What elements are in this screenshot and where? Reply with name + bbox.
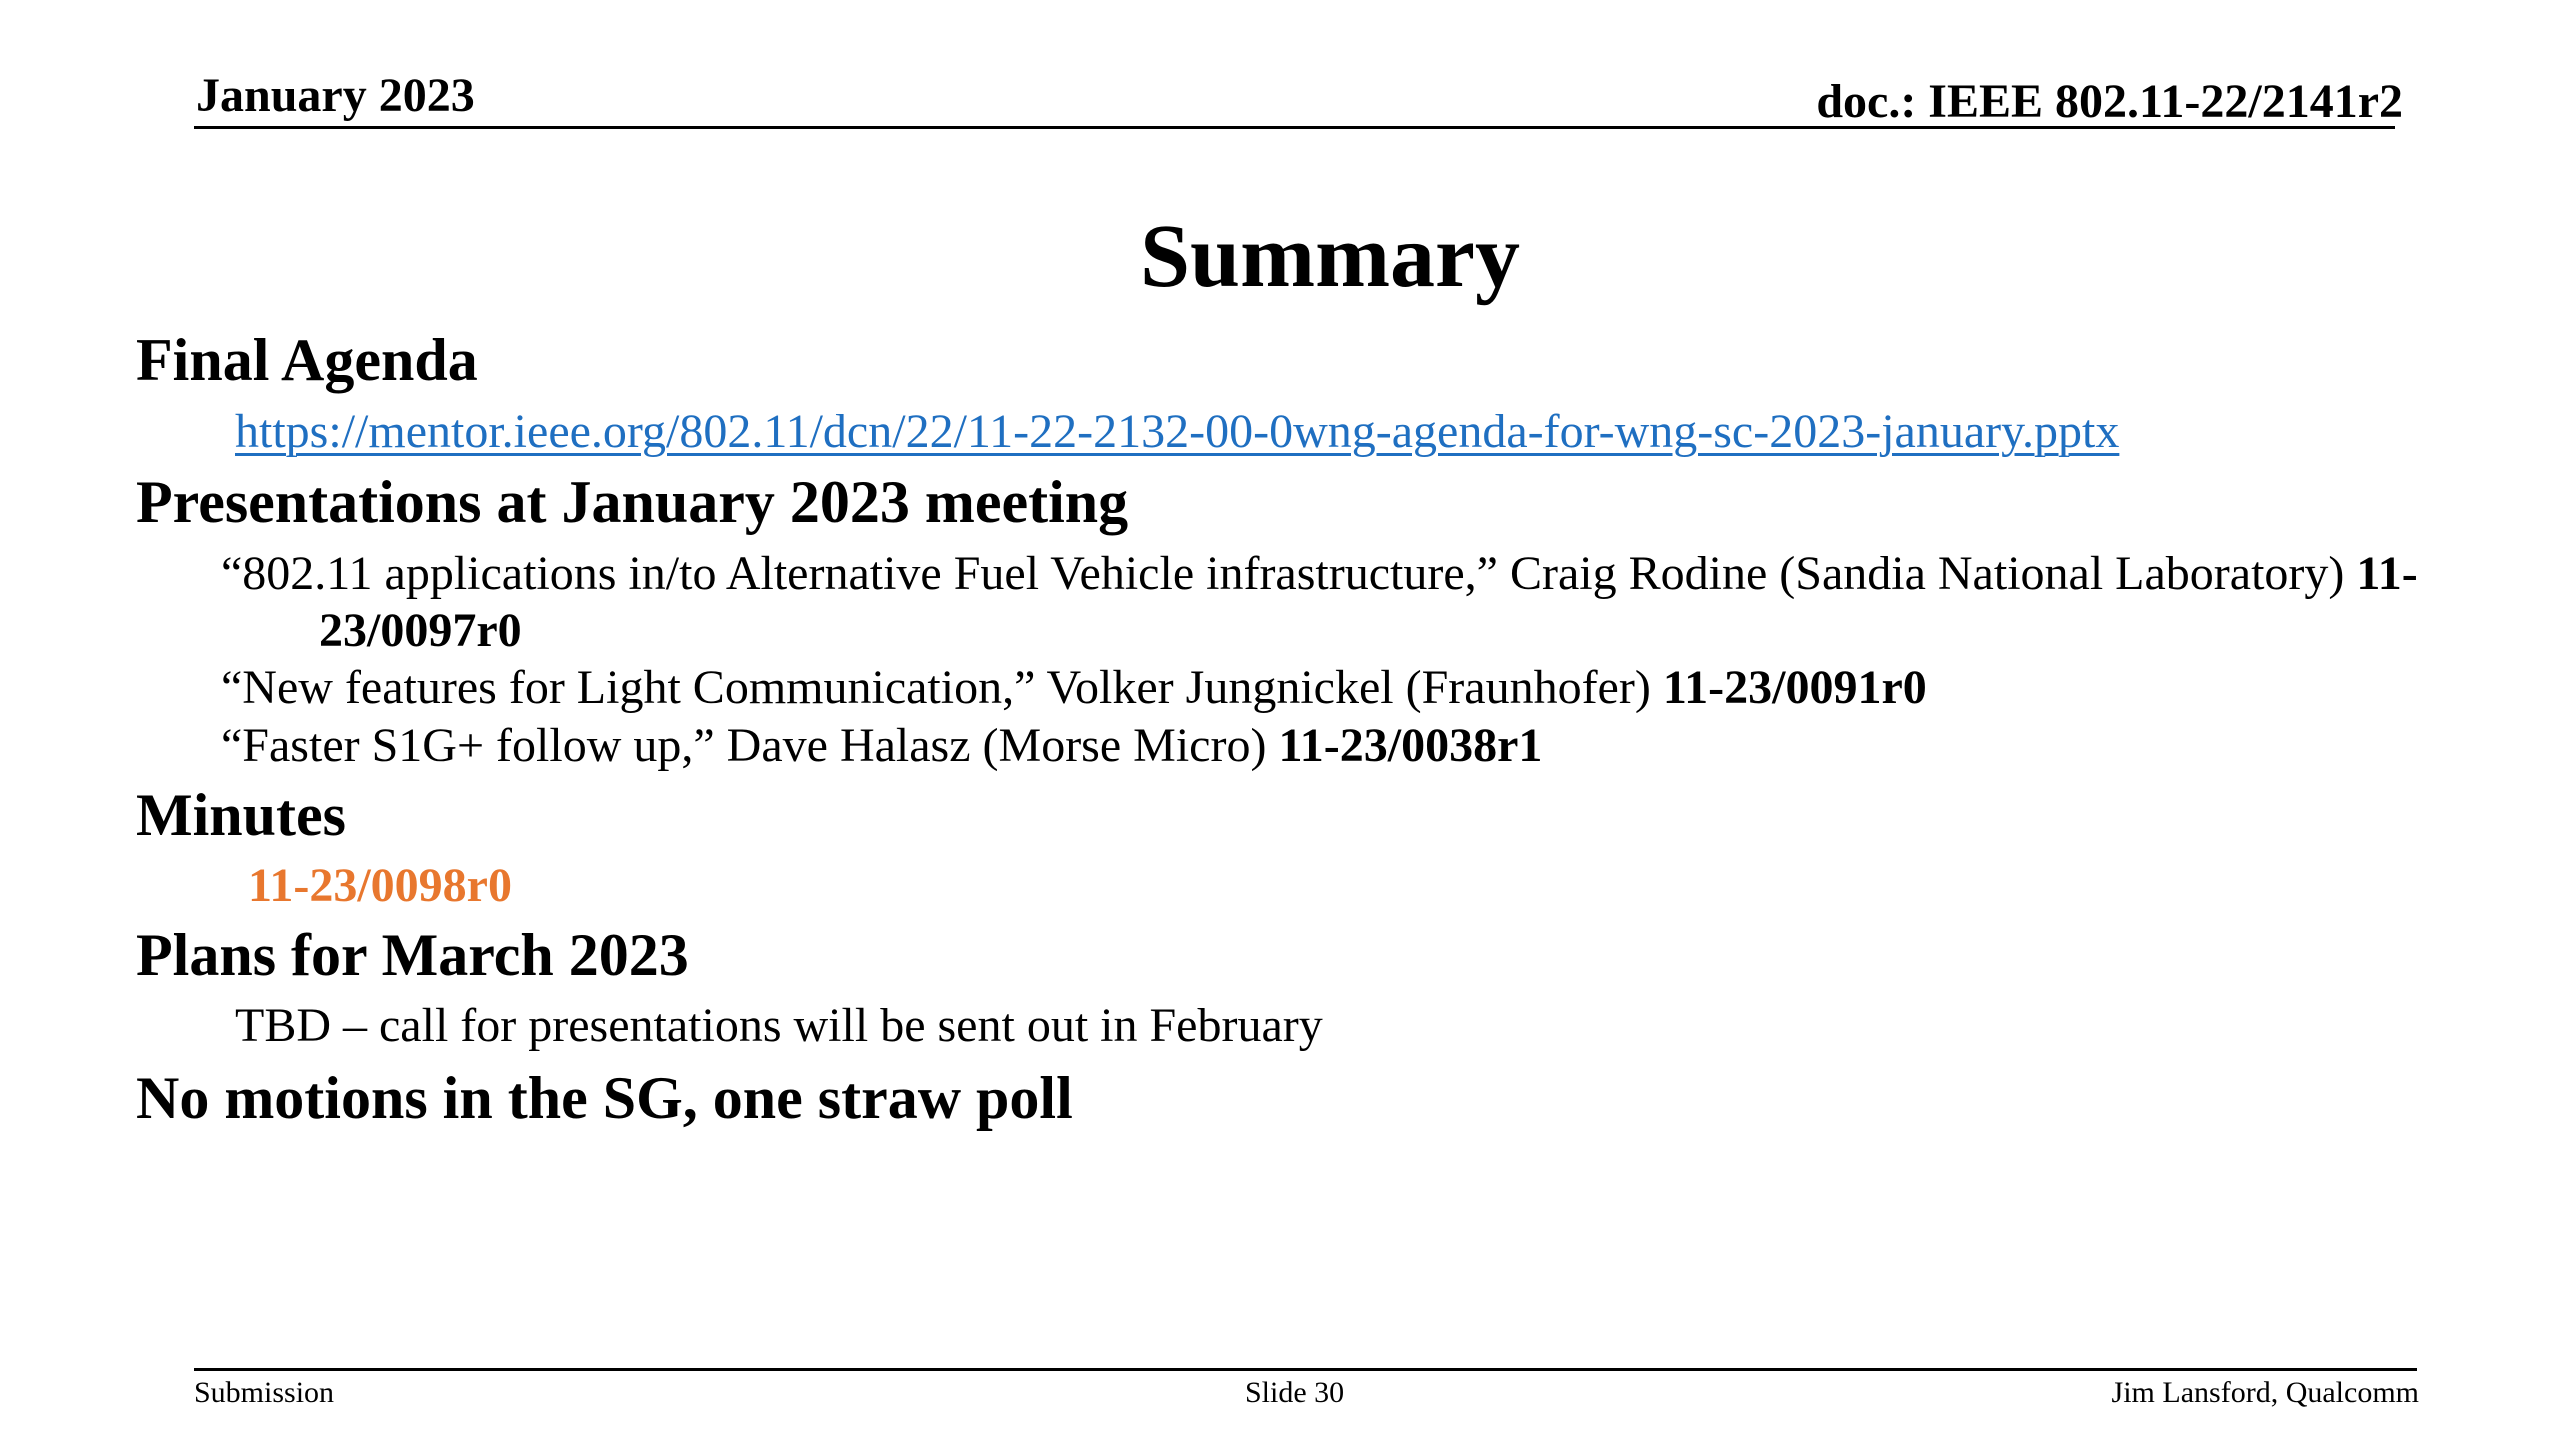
- header-doc-id: doc.: IEEE 802.11-22/2141r2: [1816, 75, 2403, 128]
- presentation-item-3-doc: 11-23/0038r1: [1278, 719, 1543, 772]
- agenda-heading: Final Agenda: [136, 327, 478, 393]
- presentation-item-2: [221, 661, 1927, 714]
- footer-author: Jim Lansford, Qualcomm: [2111, 1376, 2419, 1409]
- presentation-item-1-text: “802.11 applications in/to Alternative Fuel Vehicle infrastructure,” Craig Rodine (Sandia National Laboratory): [221, 547, 2357, 600]
- minutes-heading: Minutes: [136, 782, 346, 848]
- plans-heading: Plans for March 2023: [136, 922, 689, 988]
- header-date: January 2023: [196, 69, 475, 122]
- header-divider: [194, 126, 2395, 129]
- motions-heading: No motions in the SG, one straw poll: [136, 1065, 1073, 1131]
- minutes-doc-link[interactable]: 11-23/0098r0: [248, 859, 512, 912]
- presentation-item-1-doc-start: 11-: [2356, 547, 2418, 600]
- plans-text: TBD – call for presentations will be sent out in February: [235, 999, 1323, 1052]
- footer-submission: Submission: [194, 1376, 335, 1409]
- presentation-item-1: [221, 547, 2418, 600]
- presentation-item-1-doc-end: 23/0097r0: [319, 604, 522, 657]
- presentation-item-2-doc: 11-23/0091r0: [1662, 661, 1927, 714]
- presentations-heading: Presentations at January 2023 meeting: [136, 469, 1129, 535]
- slide-title: Summary: [1140, 207, 1520, 306]
- presentation-item-3: [221, 719, 1543, 772]
- agenda-link[interactable]: https://mentor.ieee.org/802.11/dcn/22/11-22-2132-00-0wng-agenda-for-wng-sc-2023-january.pptx: [235, 405, 2120, 458]
- footer-slide-number: Slide 30: [1245, 1376, 1345, 1409]
- presentation-item-2-text: “New features for Light Communication,” Volker Jungnickel (Fraunhofer): [221, 661, 1663, 714]
- footer-divider: [194, 1368, 2417, 1371]
- presentation-item-3-text: “Faster S1G+ follow up,” Dave Halasz (Morse Micro): [221, 719, 1279, 772]
